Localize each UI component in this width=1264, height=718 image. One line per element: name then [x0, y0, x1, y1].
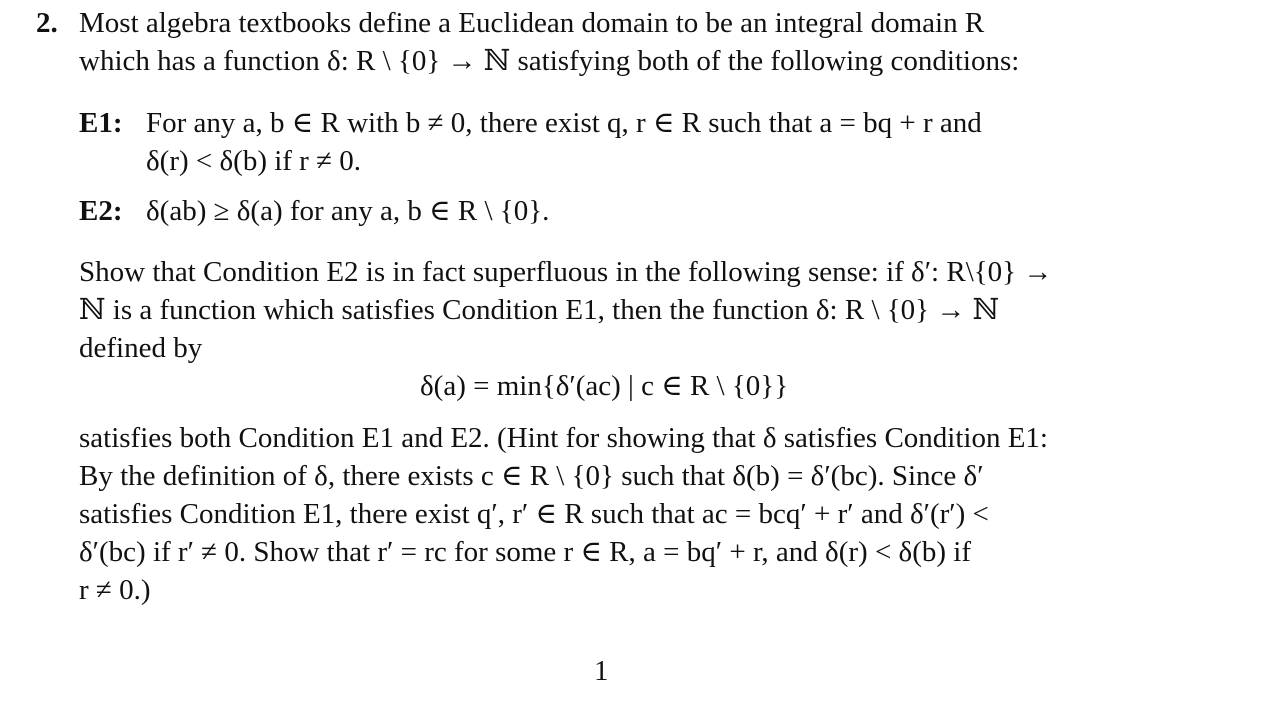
condition-e1-line-2: δ(r) < δ(b) if r ≠ 0. [146, 145, 362, 177]
intro-line-2: which has a function δ: R \ {0} → ℕ satisfying both of the following conditions: [79, 45, 1020, 77]
hint-line-4: δ′(bc) if r′ ≠ 0. Show that r′ = rc for some r ∈ R, a = bq′ + r, and δ(r) < δ(b) if [79, 536, 971, 568]
hint-line-2: By the definition of δ, there exists c ∈ R \ {0} such that δ(b) = δ′(bc). Since δ′ [79, 460, 984, 492]
condition-e2-text: δ(ab) ≥ δ(a) for any a, b ∈ R \ {0}. [146, 195, 550, 227]
intro-line-1: Most algebra textbooks define a Euclidean domain to be an integral domain R [79, 7, 985, 39]
task-line-1: Show that Condition E2 is in fact superfluous in the following sense: if δ′: R\{0} → [79, 256, 1053, 288]
task-line-2: ℕ is a function which satisfies Condition E1, then the function δ: R \ {0} → ℕ [79, 294, 1000, 326]
task-line-3: defined by [79, 332, 203, 364]
page-number: 1 [594, 655, 609, 687]
hint-line-3: satisfies Condition E1, there exist q′, r′ ∈ R such that ac = bcq′ + r′ and δ′(r′) < [79, 498, 989, 530]
hint-line-1: satisfies both Condition E1 and E2. (Hint for showing that δ satisfies Condition E1: [79, 422, 1048, 454]
problem-number: 2. [36, 7, 58, 39]
condition-e2-label: E2: [79, 195, 123, 227]
hint-line-5: r ≠ 0.) [79, 574, 151, 606]
display-formula: δ(a) = min{δ′(ac) | c ∈ R \ {0}} [420, 370, 789, 402]
condition-e1-line-1: For any a, b ∈ R with b ≠ 0, there exist q, r ∈ R such that a = bq + r and [146, 107, 982, 139]
condition-e1-label: E1: [79, 107, 123, 139]
